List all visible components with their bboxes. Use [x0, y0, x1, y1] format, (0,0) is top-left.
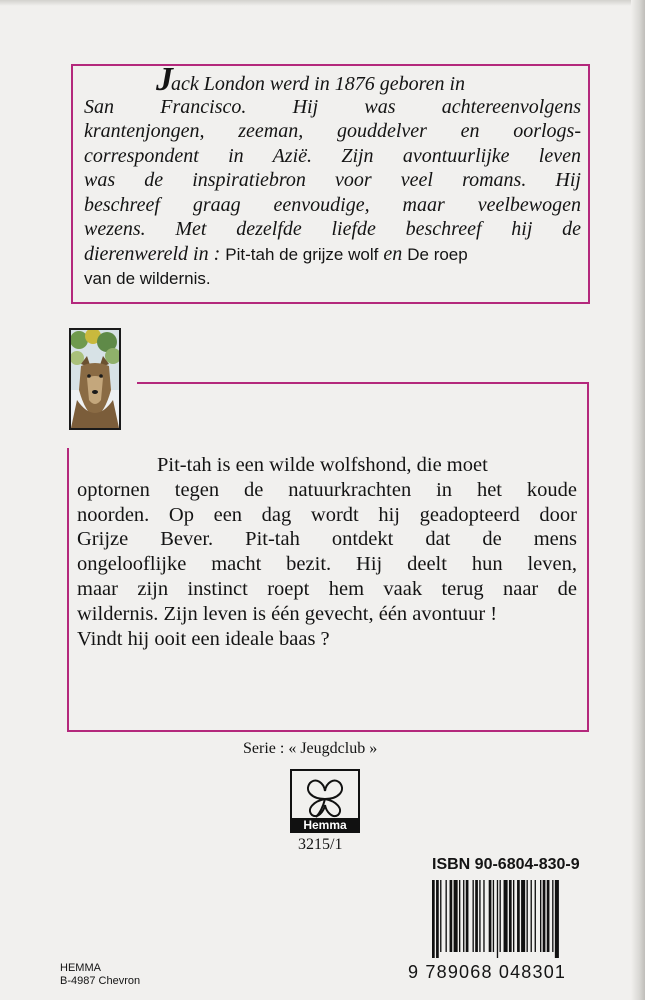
bio-title-2b: van de wildernis. [84, 269, 211, 288]
wolf-illustration [71, 330, 119, 428]
ean-digits: 9 789068 048301 [408, 962, 567, 982]
svg-text:Hemma: Hemma [303, 818, 347, 832]
series-code: 3215/1 [298, 836, 343, 853]
bio-line-4: correspondent in Azië. Zijn avontuurlijke leven [84, 144, 581, 167]
barcode-bar [540, 880, 541, 952]
barcode-bar [552, 880, 553, 952]
bio-title-2a: De roep [407, 244, 468, 264]
author-bio [84, 61, 581, 291]
synopsis-line-6: maar zijn instinct roept hem vaak terug naar de [77, 577, 577, 600]
barcode-bar [463, 880, 464, 952]
synopsis-line-2: optornen tegen de natuurkrachten in het koude [77, 478, 577, 501]
bio-line-9 [84, 266, 581, 291]
barcode-bar [547, 880, 550, 952]
barcode-bar [489, 880, 492, 952]
hemma-logo [290, 769, 360, 833]
barcode-bar [440, 880, 441, 952]
synopsis-frame-top [137, 382, 589, 384]
series-label: Serie : « Jeugdclub » [243, 740, 378, 757]
synopsis-line-4: Grijze Bever. Pit-tah ontdekt dat de mens [77, 528, 577, 551]
barcode-bar [517, 880, 520, 952]
isbn-label: ISBN 90-6804-830-9 [432, 856, 580, 873]
barcode-bar [504, 880, 508, 952]
synopsis-frame-bottom [67, 730, 589, 732]
barcode-bar [527, 880, 528, 952]
barcode-bar [473, 880, 474, 952]
synopsis-line-1: Pit-tah is een wilde wolfshond, die moet [157, 454, 488, 476]
barcode-bar [466, 880, 469, 952]
bio-line-3: krantenjongen, zeeman, gouddelver en oorlogs- [84, 120, 581, 142]
barcode-bar [555, 880, 559, 958]
bio-title-1: Pit-tah de grijze wolf [225, 244, 379, 264]
barcode-bar [446, 880, 447, 952]
bio-line-6: beschreef graag eenvoudige, maar veelbewogen [84, 193, 581, 216]
bio-line-5: was de inspiratiebron voor veel romans. Hij [84, 169, 581, 191]
barcode-bar [483, 880, 484, 952]
synopsis-line-7: wildernis. Zijn leven is één gevecht, één avontuur ! [77, 602, 498, 625]
barcode-bar [497, 880, 498, 958]
synopsis-line-5: ongelooflijke macht bezit. Hij deelt hun leven, [77, 553, 577, 576]
barcode-bar [509, 880, 512, 952]
barcode-bar [459, 880, 460, 952]
bio-line-7: wezens. Met dezelfde liefde beschreef hij de [84, 218, 581, 240]
cover-spine-edge [631, 0, 645, 1000]
barcode-bar [531, 880, 532, 952]
bio-line-2: San Francisco. Hij was achtereenvolgens [84, 95, 581, 118]
barcode-bar [521, 880, 525, 952]
wolf-thumbnail-image [69, 328, 121, 430]
barcode-bar [454, 880, 458, 952]
barcode-bar [450, 880, 453, 952]
barcode-bar [493, 880, 494, 952]
barcode-bar [432, 880, 435, 958]
barcode-bar [475, 880, 478, 952]
barcode-bar [535, 880, 536, 952]
synopsis-line-8: Vindt hij ooit een ideale baas ? [77, 627, 330, 650]
printer-address: B-4987 Chevron [60, 975, 141, 987]
bio-line-1: Jack London werd in 1876 geboren in [156, 61, 466, 98]
synopsis-line-3: noorden. Op een dag wordt hij geadopteerd door [77, 503, 577, 526]
synopsis-frame-right [587, 382, 589, 732]
barcode-bar [513, 880, 514, 952]
barcode-bar [543, 880, 546, 952]
barcode-icon [430, 880, 630, 958]
synopsis [77, 453, 577, 651]
barcode-bar [436, 880, 439, 958]
synopsis-frame-left [67, 448, 69, 732]
cover-top-edge [0, 0, 645, 6]
bio-line-8: dierenwereld in : Pit-tah de grijze wolf en De roep [84, 242, 468, 265]
printer-imprint [60, 962, 140, 988]
printer-name: HEMMA [60, 962, 101, 974]
barcode-bar [500, 880, 501, 952]
barcode-bar [479, 880, 480, 952]
bio-dropcap: J [156, 61, 171, 98]
